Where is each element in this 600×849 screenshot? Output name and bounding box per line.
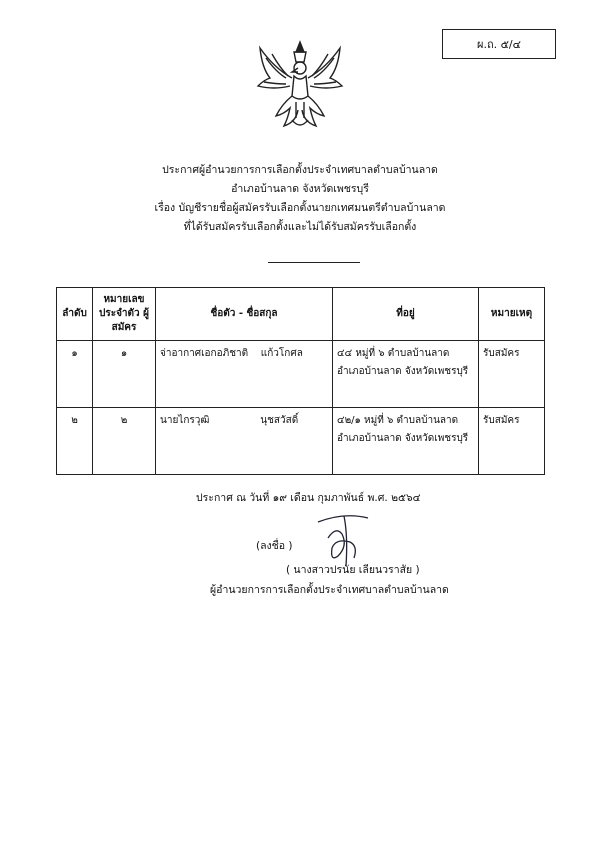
cell-address <box>333 341 479 408</box>
table-header-row <box>57 288 545 341</box>
title-underline <box>268 262 360 263</box>
title-line-2: อำเภอบ้านลาด จังหวัดเพชรบุรี <box>231 183 369 195</box>
announcement-title <box>0 161 600 237</box>
cell-remark: รับสมัคร <box>479 408 545 475</box>
header-order: ลำดับ <box>57 288 93 341</box>
title-line-3: เรื่อง บัญชีรายชื่อผู้สมัครรับเลือกตั้งนายกเทศมนตรีตำบลบ้านลาด <box>154 202 446 214</box>
table-row <box>57 341 545 408</box>
header-candidate-number: หมายเลข ประจำตัว ผู้สมัคร <box>93 288 156 341</box>
cell-candidate-number: ๑ <box>93 341 156 408</box>
cell-full-name: จ่าอากาศเอกอภิชาติ แก้วโกศล <box>156 341 333 408</box>
cell-order: ๑ <box>57 341 93 408</box>
announcement-date: ประกาศ ณ วันที่ ๑๙ เดือน กุมภาพันธ์ พ.ศ. ๒๕๖๔ <box>196 492 421 504</box>
table-row <box>57 408 545 475</box>
cell-full-name: นายไกรวุฒิ นุชสวัสดิ์ <box>156 408 333 475</box>
header-full-name: ชื่อตัว - ชื่อสกุล <box>156 288 333 341</box>
address-line-2: อำเภอบ้านลาด จังหวัดเพชรบุรี <box>337 366 469 377</box>
cell-address <box>333 408 479 475</box>
cell-order: ๒ <box>57 408 93 475</box>
sign-label: (ลงชื่อ ) <box>256 540 293 552</box>
candidate-table <box>56 287 545 475</box>
address-line-1: ๔๔ หมู่ที่ ๖ ตำบลบ้านลาด <box>337 348 450 359</box>
address-line-2: อำเภอบ้านลาด จังหวัดเพชรบุรี <box>337 433 469 444</box>
header-remark: หมายเหตุ <box>479 288 545 341</box>
header-address: ที่อยู่ <box>333 288 479 341</box>
signer-name: ( นางสาวปรนัย เลียนวราสัย ) <box>286 564 420 576</box>
document-code-box <box>442 29 556 59</box>
cell-candidate-number: ๒ <box>93 408 156 475</box>
address-line-1: ๔๒/๑ หมู่ที่ ๖ ตำบลบ้านลาด <box>337 415 459 426</box>
title-line-1: ประกาศผู้อำนวยการการเลือกตั้งประจำเทศบาลตำบลบ้านลาด <box>162 164 438 176</box>
document-code: ผ.ถ. ๕/๔ <box>477 38 521 51</box>
signature-mark <box>314 508 372 568</box>
signer-position: ผู้อำนวยการการเลือกตั้งประจำเทศบาลตำบลบ้านลาด <box>210 584 449 596</box>
garuda-emblem-icon <box>252 38 348 134</box>
title-line-4: ที่ได้รับสมัครรับเลือกตั้งและไม่ได้รับสมัครรับเลือกตั้ง <box>183 221 417 233</box>
cell-remark: รับสมัคร <box>479 341 545 408</box>
